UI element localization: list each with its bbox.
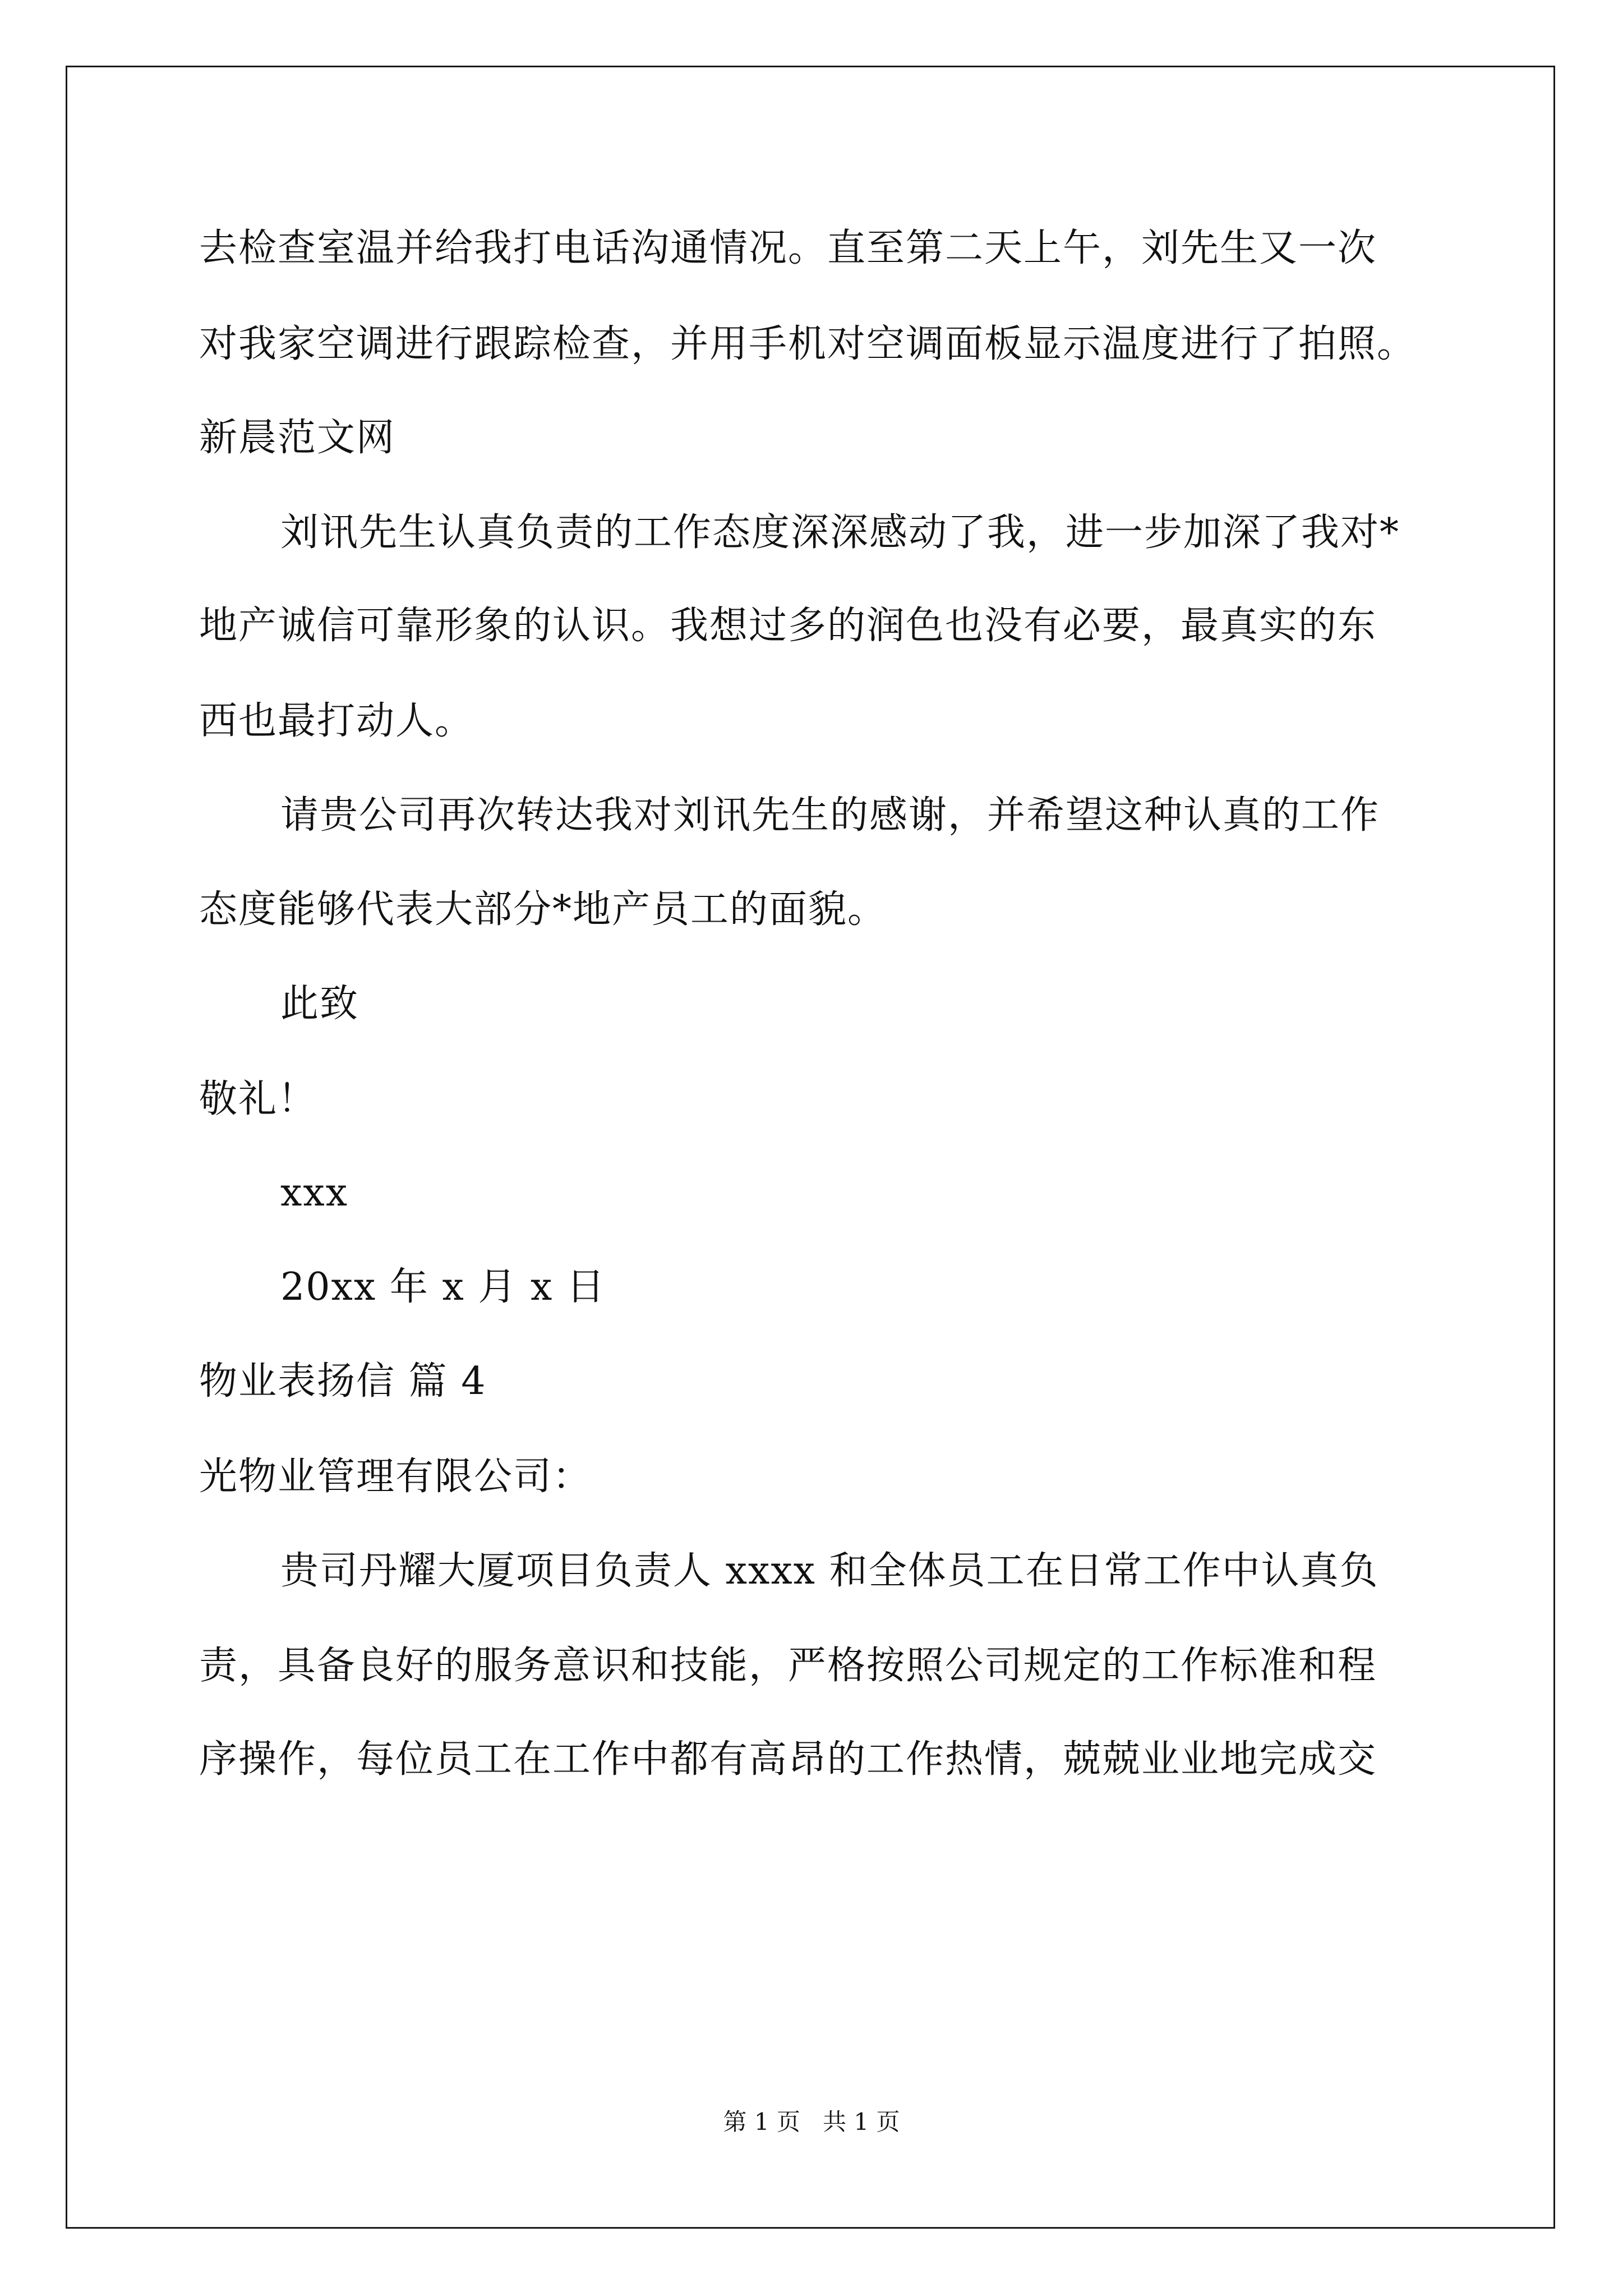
text-line: 去检查室温并给我打电话沟通情况。直至第二天上午，刘先生又一次: [199, 226, 1377, 270]
paragraph-start-line: 请贵公司再次转达我对刘讯先生的感谢，并希望这种认真的工作: [280, 793, 1380, 838]
closing-salutation: 此致: [280, 982, 359, 1026]
section-heading: 物业表扬信 篇 4: [199, 1359, 487, 1404]
text-line: 对我家空调进行跟踪检查，并用手机对空调面板显示温度进行了拍照。: [199, 322, 1417, 366]
signature-date: 20xx 年 x 月 x 日: [280, 1265, 606, 1309]
text-line: 西也最打动人。: [199, 699, 474, 743]
closing-regards: 敬礼！: [199, 1077, 317, 1121]
page-border: [66, 66, 1555, 2229]
text-line: 责，具备良好的服务意识和技能，严格按照公司规定的工作标准和程: [199, 1644, 1377, 1688]
page-footer: 第 1 页 共 1 页: [723, 2108, 900, 2136]
text-line: 序操作，每位员工在工作中都有高昂的工作热情，兢兢业业地完成交: [199, 1737, 1377, 1782]
signature-name: xxx: [280, 1171, 349, 1215]
paragraph-start-line: 贵司丹耀大厦项目负责人 xxxx 和全体员工在日常工作中认真负: [280, 1549, 1379, 1593]
text-line: 态度能够代表大部分*地产员工的面貌。: [199, 887, 887, 932]
text-line: 地产诚信可靠形象的认识。我想过多的润色也没有必要，最真实的东: [199, 604, 1377, 648]
paragraph-start-line: 刘讯先生认真负责的工作态度深深感动了我，进一步加深了我对*: [280, 510, 1400, 555]
recipient-line: 光物业管理有限公司：: [199, 1455, 592, 1499]
text-line: 新晨范文网: [199, 416, 396, 460]
